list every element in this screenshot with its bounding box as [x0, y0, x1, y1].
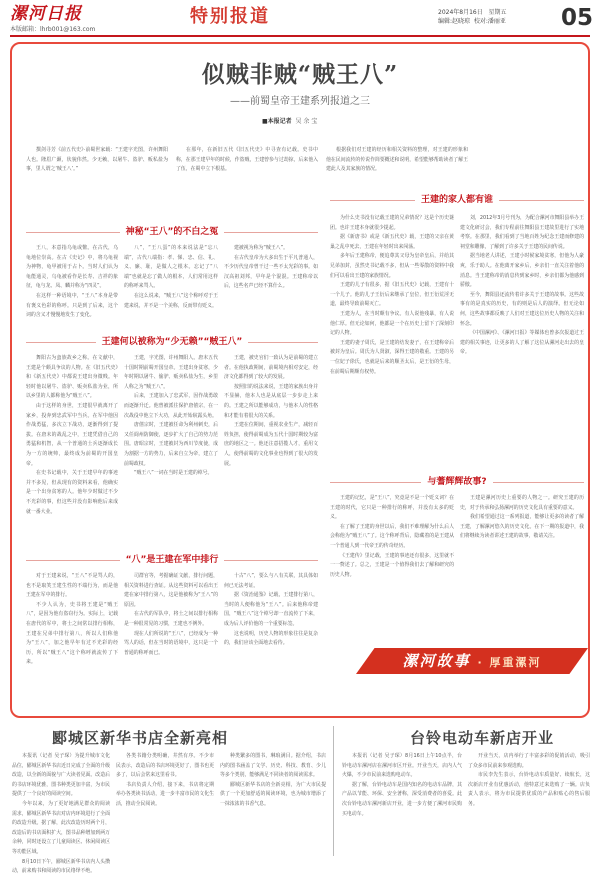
- subheading-text: “八”是王建在军中排行: [120, 553, 225, 567]
- body-para: 王建是漯河历史上重要的人物之一。研究王建的历史，对于传承和弘扬漯河的历史文化具有重要的意义。: [460, 495, 584, 511]
- body-para: 舞阳古为蛮族故乡之称。在文献中，王建是个颇具争议的人物。在《旧五代史》和《新五代史》中都说王建出身微贱。年轻时他以屠牛、盗驴、贩卖私盐为业，所以乡里的人都称他为“贼王八”。: [26, 355, 118, 400]
- body-para: 我们希望通过这一系列报道，能够让更多的读者了解王建，了解漯河悠久的历史文化。在下一期的报道中，我们将继续为读者讲述王建的故事，敬请关注。: [460, 514, 584, 540]
- body-para: 唐僖宗时，王建被任命为利州刺史，后又任阆州防御使，逐步扩大了自己的势力范围。唐昭宗时，王建被封为西川节度使，成为割据一方的势力，后来自立为帝，建立了前蜀政权。: [124, 422, 218, 467]
- editor: 编辑:赵晓琼: [438, 18, 471, 25]
- subheading-1: [26, 224, 318, 240]
- subheading-5: [330, 474, 584, 490]
- body-para: 《中国漯河》、《漯河日报》等媒体也曾多次报道过王建的相关事迹，让更多的人了解了这位从漯河走出去的皇帝。: [460, 330, 584, 356]
- subheading-text: 神秘“王八”的不白之冤: [120, 225, 225, 239]
- body-para: 在古代的军队中，将士之间以排行相称是一种很常见的习惯，王建也不例外。: [124, 611, 218, 627]
- body-para: 十古“八”，要么与八有关联，其具体如何已无法考证。: [224, 573, 318, 589]
- sec2-col-1: [26, 354, 118, 550]
- body-para: 在这样一种语境中，“王八”本身是带有褒义色彩的称呼。只是到了后来，这个词的含义才慢慢地发生了变化。: [26, 292, 118, 319]
- date-info: [438, 9, 506, 27]
- sec4-col-1: [330, 214, 454, 472]
- paper-name: 漯河日报: [10, 4, 82, 24]
- body-para: 按照旧的说法来说，王建的家族出身并不显赫，他本人也是从底层一步步走上来的。王建之所以能够成功，与他本人的性格和才能有着很大的关系。: [224, 383, 318, 419]
- body-para: 现在人们所说的“王八”，已经成为一种骂人的话，但在当时的语境中，这只是一个普通的称呼而已。: [124, 630, 218, 656]
- body-para: 王建的儿子有很多，据《旧五代史》记载，王建有十一个儿子。他的儿子王衍后来继承了皇位，但王衍荒淫无道，最终导致前蜀灭亡。: [330, 282, 454, 308]
- bottom-right-col-1: [342, 752, 462, 856]
- body-para: 在这么说来，“贼王八”这个称呼对于王建来说，并不是一个美称，反而带有贬义。: [124, 292, 218, 309]
- body-para: 对于王建来说，“王八”不是骂人的，也不是取笑王建生性的不端行为，而是他王建在军中的排行。: [26, 573, 118, 599]
- sec3-col-1: [26, 572, 118, 714]
- sec1-col-1: [26, 244, 118, 334]
- body-para: 郾城区新华书店的全新亮相，为广大市民提供了一个更加舒适的阅读环境，也为城市增添了一抹浓浓的书香气息。: [220, 781, 326, 807]
- body-para: 王建，字光图，许州舞阳人。唐末五代十国时期前蜀开国皇帝。王建出身贫寒，少年时期以屠牛、偷驴、贩卖私盐为生，乡里人称之为“贼王八”。: [124, 355, 218, 390]
- body-para: 本报讯（记者 吴子琛）为提升城市文化品位，郾城区新华书店近日完成了全面的升级改造，以全新的面貌与广大读者见面。改造后的书店环境优雅，图书种类更加丰富，为市民提供了一个良好的阅读空间。: [12, 753, 110, 798]
- page-number: 05: [561, 5, 594, 31]
- intro-col-3: [326, 146, 468, 184]
- sec1-col-2: [124, 244, 218, 334]
- banner-side: 厚重漯河: [489, 656, 542, 669]
- byline: [262, 117, 317, 126]
- intro-para: 在那年，在新旧五代《旧五代史》中寻查有记载。史书中称，在那王建早年的时候，作盗贼，王建曾参与过劫掠，后来他入了伍，在蜀中立下根基。: [176, 147, 318, 173]
- sec5-col-1: [330, 494, 454, 640]
- body-para: 在了解了王建的身世以后，我们不难理解为什么后人会称他为“贼王八”了。这个称呼背后，隐藏着的是王建从一个普通人到一代帝王的传奇经历。: [330, 523, 454, 549]
- body-para: 由于这样的身世，王建很早就离开了家乡，投奔到忠武军中当兵。在军中他因作战勇猛，多次立下战功，逐渐得到了提拔。在唐末的战乱之中，王建凭借自己的勇猛和机智，从一个普通的士兵逐渐成长为一方的统帅，最终成为前蜀的开国皇帝。: [26, 402, 118, 467]
- weekday: 星期五: [488, 9, 507, 16]
- sec5-col-2: [460, 494, 584, 640]
- subheading-text: 与蓍辉辉故事?: [421, 475, 492, 489]
- sec3-col-2: [124, 572, 218, 714]
- body-para: 市民李先生表示，台铃电动车质量好、续航长，这次新店开业有优惠活动，他特意过来选购了一辆。店负责人表示，将为市民提供优质的产品和贴心的售后服务。: [468, 772, 590, 807]
- issue-date: 2024年8月16日: [438, 9, 483, 16]
- body-para: 在古代皇帝为大多出生于平凡普通人，不少历代皇帝曾干过一些不太光彩的事。如汉高祖刘邦，早年是个混混。王建称帝以后，这些名声已经不算什么。: [224, 254, 318, 290]
- banner-text: 漯河故事 · 厚重漯河: [402, 652, 542, 670]
- sec3-col-3: [224, 572, 318, 714]
- intro-col-1: [26, 146, 168, 218]
- body-para: 刘，2012年3月号刊为，为配合漯河市舞阳县举办王建文化研讨会，我们专程前往舞阳县王建故里进行了实地考察。在那里，我们看到了当地百姓为纪念王建而修建的祠堂和雕像，了解到了许多关于王建的民间传说。: [460, 215, 584, 250]
- body-para: 王八，本意指乌龟或鳖。在古代，乌龟地位崇高。在古《史记》中，将乌龟视为神物，龟甲被用于占卜。当时人们认为龟能通灵，乌龟被看作是长寿、吉祥的象征，龟与龙、凤、麟并称为“四灵”。: [26, 245, 118, 290]
- body-para: 建被视为称为“贼王八”。: [234, 245, 288, 251]
- body-para: 据《资治通鉴》记载，王建排行第八，当时的人便称他为“王八”。后来他称帝建国，“贼王八”这个绰号却一直流传了下来，成为后人评价他的一个重要标签。: [224, 592, 318, 627]
- body-para: 这也说明，历史人物的形象往往是复杂的，我们应该全面地去看待。: [224, 630, 318, 647]
- body-para: 本报讯（记者 吴子琛）8月16日上午10点半，台铃电动车漯河店在漯河市区开业。开业当天，店内人气火爆，不少市民前来选购电动车。: [342, 753, 462, 779]
- body-para: 据了解，台铃电动车是国内知名的电动车品牌，其产品以节能、环保、安全著称，深受消费者的喜爱。此次台铃电动车漯河新店开业，进一步方便了漯河市民购买电动车。: [342, 781, 462, 817]
- subheading-text: 王建何以被称为“少无赖”“贼王八”: [96, 335, 249, 349]
- newspaper-logo: [10, 3, 108, 25]
- body-para: 据当地老人讲述，王建小时候家境贫寒，但他为人豪爽，乐于助人。在他离开家乡后，乡亲们一直关注着他的消息。当王建称帝的消息传到家乡时，乡亲们都为他感到骄傲。: [460, 253, 584, 289]
- body-para: 开业当天，店内举行了丰富多彩的促销活动，吸引了众多市民前来参观选购。: [468, 753, 590, 769]
- body-para: 八”，“王八蛋”的本来说法是“忘八端”，古代八端指：孝、悌、忠、信、礼、义、廉、耻，是做人之根本。忘记了“八端”也就是忘了做人的根本，人们常用这样的称呼来骂人。: [124, 245, 218, 290]
- banner-main: 漯河故事: [402, 652, 471, 670]
- body-para: “贼王八”一词在当时是王建的绰号。: [134, 470, 213, 477]
- bottom-left-col-1: [12, 752, 110, 875]
- body-para: 各类书籍分类明确，井然有序。不少市民表示，改造后的书店环境更好了，图书也更多了，以后会常来这里看书。: [116, 753, 214, 779]
- bottom-left-col-2: [116, 752, 214, 856]
- sec1-col-3: [224, 244, 318, 334]
- body-para: 王建的记忆，是“王八”，究竟是不是一个贬义词？在王建的时代，它只是一种排行的称呼，并没有太多的贬义。: [330, 495, 454, 521]
- body-para: 在史书记载中，关于王建早年的事迹并不多见，但从现有的资料来看，他确实是一个出身贫寒的人。他年少时做过不少不光彩的事，但这些并没有影响他后来成就一番大业。: [26, 470, 118, 515]
- intro-para: 根据我们对王建的经历和相关资料的整理，对王建的形象和他在民间流传的传说作简要概述和说明，希望能够帮助读者了解王建此人及其家族的情况。: [326, 147, 468, 173]
- body-para: 王建的妻子周氏，是王建的结发妻子，在王建称帝后被封为皇后。周氏为人贤淑，深得王建的敬重。王建的另一位妃子徐氏，也就是后来的顺圣太后，是王衍的生母，在前蜀后期颇有权势。: [330, 339, 454, 375]
- body-para: 为什么史书没有记载王建的兄弟情况？这是个历史谜团。也许王建本身就很少提起。: [330, 215, 454, 231]
- body-para: 种类繁多的图书，琳琅满目。据介绍，书店内的图书涵盖了文学、历史、科技、教育、少儿等多个类别，能够满足不同读者的阅读需求。: [220, 753, 326, 779]
- masthead-rule: [10, 35, 590, 37]
- column-banner: [356, 642, 588, 678]
- subheading-text: 王建的家人都有谁: [415, 193, 499, 207]
- body-para: 王建为人，在当时颇有争议。有人说他残暴，有人说他仁厚。但无论如何，他都是一个在历史上留下了深刻印记的人物。: [330, 310, 454, 337]
- subheading-3: [26, 552, 318, 568]
- byline-tag: ■本报记者: [262, 118, 292, 125]
- subhead: ——前蜀皇帝王建系列报道之三: [230, 96, 370, 107]
- body-para: 王建，被史官们一致认为是前蜀的建立者。在他执政期间，前蜀境内相对安定，经济文化都得到了较大的发展。: [224, 355, 318, 381]
- section-label: 特别报道: [190, 6, 270, 27]
- sec2-col-3: [224, 354, 318, 550]
- body-para: 王建在位期间，重视农业生产，减轻百姓负担，使得前蜀成为五代十国时期较为富庶的地区之一。他还注意招揽人才，重用文人，使得前蜀的文化事业也得到了很大的发展。: [224, 422, 318, 467]
- masthead: [0, 0, 601, 36]
- subheading-2: [26, 334, 318, 350]
- body-para: 据《新唐书》或是《新五代史》载，王建的父亲在黄巢之乱中死去，王建在年轻时出来闯荡。: [330, 234, 454, 250]
- subheading-4: [330, 192, 584, 208]
- bottom-left-col-3: [220, 752, 326, 856]
- sec4-col-2: [460, 214, 584, 472]
- bottom-right-title: 台铃电动车新店开业: [410, 729, 555, 747]
- body-para: 后来，王建加入了忠武军，因作战勇敢而逐渐升迁。他曾被派往保护唐僖宗，在一次战役中他立下大功，从此开始崭露头角。: [124, 393, 218, 419]
- byline-names: 吴 余 宝: [295, 118, 318, 125]
- column-divider: [333, 726, 334, 856]
- bottom-left-title: 郾城区新华书店全新亮相: [52, 729, 229, 747]
- body-para: 多年后王建称帝，便追尊其父母为皇帝皇后，并给其兄弟加封，虽然史书记载不多，但从一些零散的资料中我们可以看出王建的家族情况。: [330, 253, 454, 279]
- body-para: 司群官等，考据确证文献，排行问题，相关资料进行查证。从这些资料可以看出王建在家中排行第八，这是他被称为“王八”的原因。: [124, 573, 218, 608]
- body-para: 不少人认为，史书将王建是“贼王八”，是因为他有盗窃行为。实际上，记载在唐代的军中，将士之间常以排行相称，王建在兄弟中排行第八，所以人们称他为“王八”，加之他早年有过不光彩的经历，所以“贼王八”这个称呼就流传了下来。: [26, 601, 118, 666]
- intro-para: 撰剑寻芳《前五代史》·前蜀世家载：“王建字光图，许州舞阳人也。隆眉广颡，状貌伟然。少无赖，以屠牛、盗驴、贩私盐为事，里人谓之‘贼王八’。”: [26, 147, 168, 173]
- body-para: 书店负责人介绍，接下来，书店将定期举办各类读书活动，进一步丰富市民的文化生活，推动全民阅读。: [116, 781, 214, 807]
- bottom-right-col-2: [468, 752, 590, 856]
- feature-article: [10, 42, 590, 718]
- body-para: 今年以来，为了更好地满足群众的阅读需求，郾城区新华书店对店内环境进行了全面的改造升级。据了解，此次改造历时两个月，改造后的书店面积扩大，图书品种增加到两万余种，同时还设立了儿童阅读区、休闲阅读区等功能区域。: [12, 800, 110, 855]
- contact-email: 本版邮箱：lhrb001@163.com: [10, 26, 96, 33]
- body-para: 至今，舞阳县还流传着许多关于王建的故事。这些故事有的是真实的历史，有的则是后人的演绎。但无论如何，这些故事都反映了人们对王建这位历史人物的关注和怀念。: [460, 291, 584, 327]
- headline: 似贼非贼“贼王八”: [201, 61, 399, 88]
- intro-col-2: [176, 146, 318, 218]
- sec2-col-2: [124, 354, 218, 550]
- body-para: 《王建传》里记载，王建的事迹还有很多，这里就不一一赘述了。总之，王建是一个值得我们去了解和研究的历史人物。: [330, 552, 454, 578]
- body-para: 8月10日下午，郾城区新华书店内人头攒动，前来购书和阅读的市民络绎不绝。: [12, 858, 110, 875]
- proofreader: 校对:潘丽亚: [473, 18, 506, 25]
